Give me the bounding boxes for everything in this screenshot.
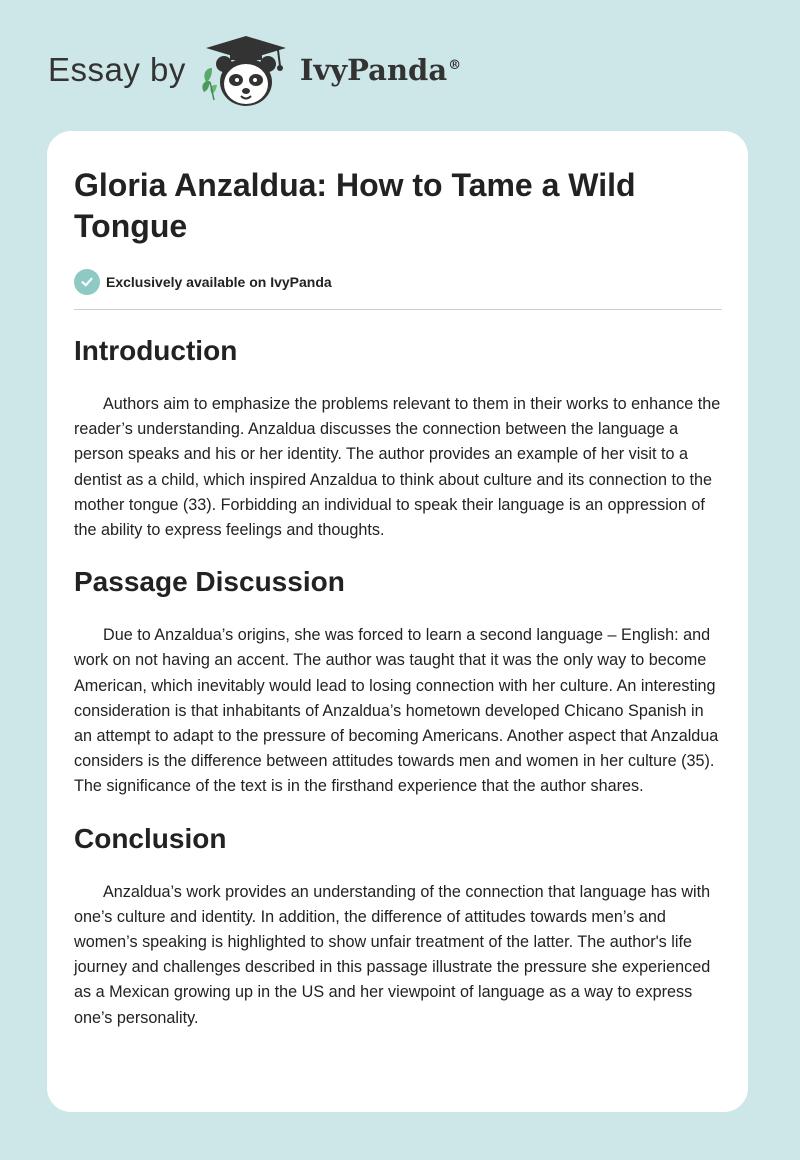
section-conclusion — [74, 822, 722, 1031]
brand-name[interactable]: IvyPanda® — [299, 53, 462, 87]
essay-by-label: Essay by — [48, 51, 186, 88]
section-heading: Conclusion — [74, 822, 227, 854]
registered-mark: ® — [448, 58, 462, 74]
title-divider — [74, 309, 722, 310]
section-heading: Introduction — [74, 335, 238, 366]
section-paragraph: Authors aim to emphasize the problems relevant to them in their works to enhance the reader’s understanding. Anzaldua discusses the connection between the language a person speaks and his or her identity. The author provides an example of her visit to a dentist as a child, which inspired Anzaldua to think about culture and its connection to the mother tongue (33). Forbidding an individual to speak their language is an oppression of the ability to express feelings and thoughts. — [74, 395, 721, 540]
essay-title: Gloria Anzaldua: How to Tame a Wild Tongue — [74, 167, 636, 244]
section-passage-discussion — [74, 565, 722, 799]
section-paragraph: Anzaldua’s work provides an understanding of the connection that language has with one’s culture and identity. In addition, the difference of attitudes towards men’s and women’s speaking is highlighted to show unfair treatment of the latter. The author's life journey and challenges described in this passage illustrate the pressure she experienced as a Mexican growing up in the US and her viewpoint of language as a way to express one’s personality. — [74, 882, 711, 1027]
panda-graduate-icon[interactable] — [200, 30, 296, 110]
site-header — [48, 30, 461, 110]
section-heading: Passage Discussion — [74, 566, 345, 598]
exclusive-badge — [74, 269, 722, 295]
section-introduction — [74, 334, 722, 543]
exclusive-text: Exclusively available on IvyPanda — [106, 274, 332, 290]
section-paragraph: Due to Anzaldua’s origins, she was forced to learn a second language – English: and work on not having an accent. The author was taught that it was the only way to become American, which inevitably would lead to losing connection with her culture. An interesting consideration is that inhabitants of Anzaldua’s hometown developed Chicano Spanish in an attempt to adapt to the pressure of becoming Americans. Another aspect that Anzaldua considers is the difference between attitudes towards men and women in her culture (35). The significance of the text is in the firsthand experience that the author shares. — [74, 626, 719, 796]
check-icon — [74, 269, 100, 295]
essay-card — [47, 131, 748, 1112]
